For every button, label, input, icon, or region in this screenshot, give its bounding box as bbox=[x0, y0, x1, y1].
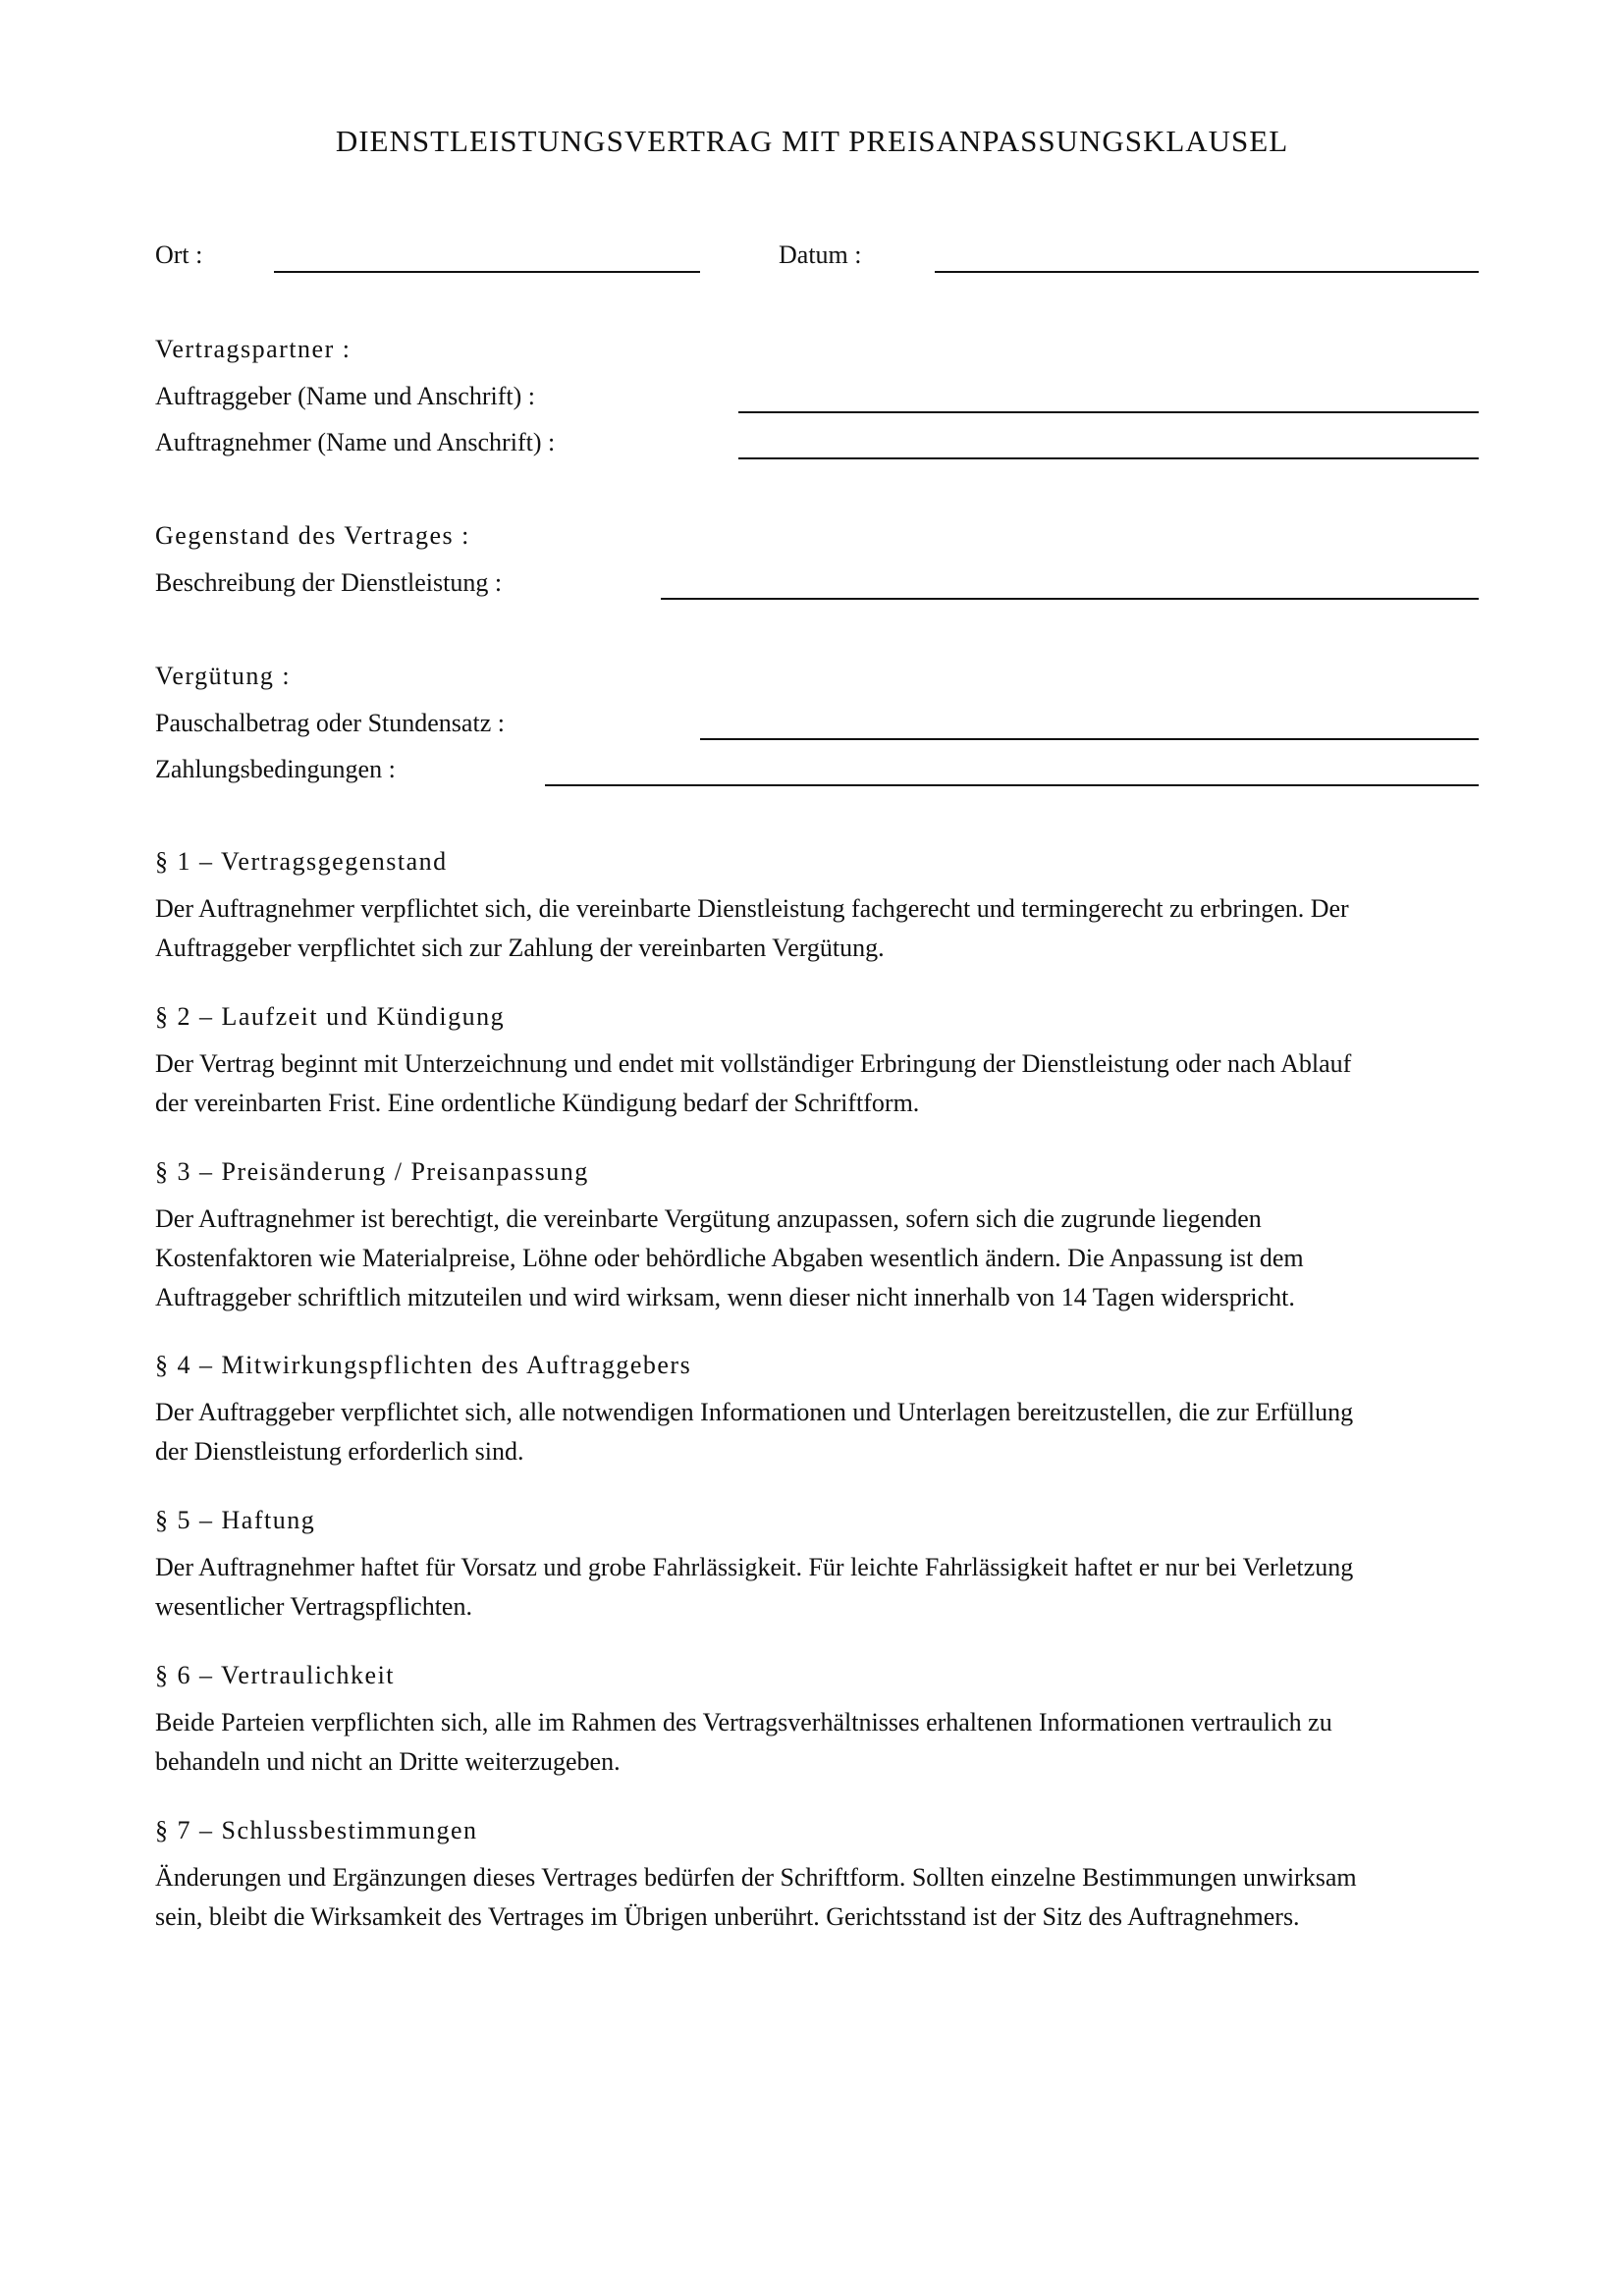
section-5-heading: § 5 – Haftung bbox=[155, 1506, 316, 1534]
section-7-heading: § 7 – Schlussbestimmungen bbox=[155, 1816, 478, 1844]
section-2-line: Der Vertrag beginnt mit Unterzeichnung und endet mit vollständiger Erbringung der Dienstleistung oder nach Ablauf bbox=[155, 1049, 1352, 1078]
ort-field-line[interactable] bbox=[274, 271, 700, 273]
auftragnehmer-label: Auftragnehmer (Name und Anschrift) : bbox=[155, 428, 556, 456]
zahlung-label: Zahlungsbedingungen : bbox=[155, 755, 396, 783]
section-3-line: Kostenfaktoren wie Materialpreise, Löhne oder behördliche Abgaben wesentlich ändern. Die Anpassung ist dem bbox=[155, 1244, 1304, 1272]
beschreibung-field-line[interactable] bbox=[661, 598, 1479, 600]
verguetung-heading: Vergütung : bbox=[155, 662, 292, 690]
beschreibung-label: Beschreibung der Dienstleistung : bbox=[155, 568, 503, 597]
section-2-heading: § 2 – Laufzeit und Kündigung bbox=[155, 1002, 506, 1031]
section-6-body bbox=[155, 1703, 1483, 1782]
section-4-line: der Dienstleistung erforderlich sind. bbox=[155, 1437, 524, 1466]
section-5-line: Der Auftragnehmer haftet für Vorsatz und grobe Fahrlässigkeit. Für leichte Fahrlässigkeit haftet er nur bei Verletzung bbox=[155, 1553, 1354, 1581]
section-6-line: behandeln und nicht an Dritte weiterzugeben. bbox=[155, 1747, 621, 1776]
gegenstand-heading: Gegenstand des Vertrages : bbox=[155, 521, 470, 550]
zahlung-field-line[interactable] bbox=[545, 784, 1479, 786]
section-3-body bbox=[155, 1200, 1483, 1317]
section-6-line: Beide Parteien verpflichten sich, alle im Rahmen des Vertragsverhältnisses erhaltenen Informationen vertraulich zu bbox=[155, 1708, 1332, 1736]
section-4-heading: § 4 – Mitwirkungspflichten des Auftraggebers bbox=[155, 1351, 692, 1379]
datum-field-line[interactable] bbox=[935, 271, 1479, 273]
section-3-heading: § 3 – Preisänderung / Preisanpassung bbox=[155, 1157, 589, 1186]
datum-label: Datum : bbox=[779, 240, 862, 269]
section-5-line: wesentlicher Vertragspflichten. bbox=[155, 1592, 472, 1621]
auftragnehmer-field-line[interactable] bbox=[738, 457, 1479, 459]
section-5-body bbox=[155, 1548, 1483, 1627]
auftraggeber-label: Auftraggeber (Name und Anschrift) : bbox=[155, 382, 535, 410]
pauschal-label: Pauschalbetrag oder Stundensatz : bbox=[155, 709, 505, 737]
section-2-body bbox=[155, 1044, 1483, 1123]
section-7-body bbox=[155, 1858, 1483, 1937]
section-1-line: Auftraggeber verpflichtet sich zur Zahlung der vereinbarten Vergütung. bbox=[155, 934, 885, 962]
section-3-line: Der Auftragnehmer ist berechtigt, die vereinbarte Vergütung anzupassen, sofern sich die zugrunde liegenden bbox=[155, 1204, 1262, 1233]
document-title: DIENSTLEISTUNGSVERTRAG MIT PREISANPASSUNGSKLAUSEL bbox=[335, 124, 1289, 158]
pauschal-field-line[interactable] bbox=[700, 738, 1479, 740]
section-4-body bbox=[155, 1393, 1483, 1471]
section-4-line: Der Auftraggeber verpflichtet sich, alle notwendigen Informationen und Unterlagen bereitzustellen, die zur Erfüllung bbox=[155, 1398, 1354, 1426]
ort-label: Ort : bbox=[155, 240, 203, 269]
section-1-body bbox=[155, 889, 1483, 968]
section-6-heading: § 6 – Vertraulichkeit bbox=[155, 1661, 396, 1689]
section-2-line: der vereinbarten Frist. Eine ordentliche Kündigung bedarf der Schriftform. bbox=[155, 1089, 920, 1117]
auftraggeber-field-line[interactable] bbox=[738, 411, 1479, 413]
section-1-line: Der Auftragnehmer verpflichtet sich, die vereinbarte Dienstleistung fachgerecht und termingerecht zu erbringen. Der bbox=[155, 894, 1349, 923]
section-7-line: Änderungen und Ergänzungen dieses Vertrages bedürfen der Schriftform. Sollten einzelne Bestimmungen unwirksam bbox=[155, 1863, 1357, 1892]
section-3-line: Auftraggeber schriftlich mitzuteilen und wird wirksam, wenn dieser nicht innerhalb von 14 Tagen widerspricht. bbox=[155, 1283, 1295, 1311]
vertragspartner-heading: Vertragspartner : bbox=[155, 335, 352, 363]
section-7-line: sein, bleibt die Wirksamkeit des Vertrages im Übrigen unberührt. Gerichtsstand ist der Sitz des Auftragnehmers. bbox=[155, 1902, 1300, 1931]
section-1-heading: § 1 – Vertragsgegenstand bbox=[155, 847, 448, 876]
